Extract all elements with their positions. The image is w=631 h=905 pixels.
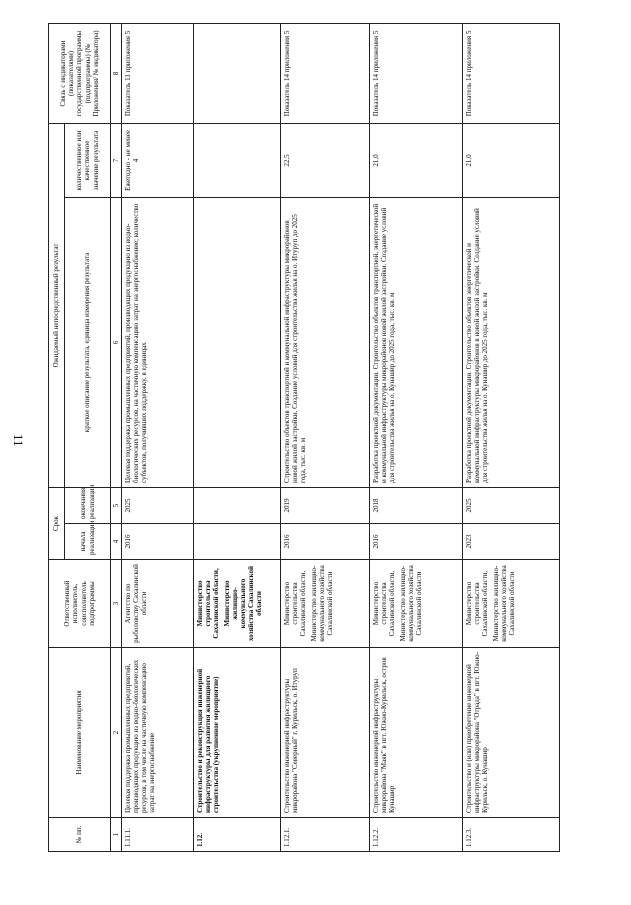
- responsible-org: Министерство строительства Сахалинской области,: [282, 570, 307, 637]
- result-description: Строительство объектов транспортной и коммунальной инфраструктуры микрорайонов новой жилой застройки. Создание условий для строительства жилья на о. Итуруп до 2025 года, тыс. кв. м: [280, 197, 369, 487]
- responsible-cell: [369, 560, 462, 648]
- responsible-cell: [122, 560, 194, 648]
- term-end: [193, 487, 280, 523]
- row-number: 1.11.1.: [122, 818, 194, 852]
- table-row: [122, 23, 194, 851]
- row-number: 1.12.3.: [462, 818, 559, 852]
- responsible-cell: [280, 560, 369, 648]
- header-term-start: начала реализации: [65, 524, 111, 560]
- result-description: Целевая поддержка промышленных предприятий, производящих продукцию из водно-биологических ресурсов, на частичную компенсацию затрат на энергоснабжение; количество субъектов, получивших поддержку, в единицах: [122, 197, 194, 487]
- header-term-end: окончания реализации: [65, 487, 111, 523]
- column-number-row: [111, 23, 122, 851]
- activity-name: Строительство и (или) приобретение инженерной инфраструктуры микрорайона "Отрада" в пгт. Южно-Курильск, о. Кунашир: [462, 648, 559, 818]
- responsible-org: Министерство строительства Сахалинской области,: [195, 568, 221, 639]
- responsible-org: Министерство строительства Сахалинской области,: [464, 570, 489, 637]
- indicator-link: Показатель 14 приложения 5: [462, 23, 559, 123]
- indicator-link: [193, 23, 280, 123]
- col-number: 5: [111, 487, 122, 523]
- header-term: Срок: [49, 487, 65, 559]
- result-quantity: Ежегодно - не менее 4: [122, 123, 194, 197]
- result-description: Разработка проектной документации. Строительство объектов энергетической и коммунальной инфраструктуры микрорайонов в новой жилой застройки. Создание условий для строительства жилья на о. Кунашир до 2025 года, тыс. кв. м: [462, 197, 559, 487]
- term-end: 2019: [280, 487, 369, 523]
- row-number: 1.12.: [193, 818, 280, 852]
- col-number: 6: [111, 197, 122, 487]
- header-responsible: Ответственный исполнитель, соисполнитель подпрограммы: [49, 560, 111, 648]
- term-start: 2016: [369, 524, 462, 560]
- result-description: Разработка проектной документации. Строительство объектов транспортной, энергетической и коммунальной инфраструктуры микрорайонов новой жилой застройки. Создание условий для строительства жилья на о. Кунашир до 2025 года, тыс. кв. м: [369, 197, 462, 487]
- term-start: 2016: [122, 524, 194, 560]
- indicator-link: Показатель 11 приложения 5: [122, 23, 194, 123]
- header-link: Связь с индикаторами (показателями) государственной программы (подпрограммы) (№ Приложения/ № индикатора): [49, 23, 111, 123]
- responsible-org: Министерство строительства Сахалинской области,: [371, 570, 396, 637]
- result-quantity: 21,0: [462, 123, 559, 197]
- col-number: 2: [111, 648, 122, 818]
- table-row: [193, 23, 280, 851]
- term-end: 2025: [122, 487, 194, 523]
- term-end: 2018: [369, 487, 462, 523]
- header-result-qty: количественное или качественное значение результата: [65, 123, 111, 197]
- page-number: 11: [11, 434, 26, 447]
- responsible-cell: [462, 560, 559, 648]
- row-number: 1.12.1.: [280, 818, 369, 852]
- responsible-org: Министерство жилищно-коммунального хозяйства Сахалинской области: [398, 565, 423, 642]
- col-number: 3: [111, 560, 122, 648]
- col-number: 7: [111, 123, 122, 197]
- term-start: 2023: [462, 524, 559, 560]
- col-number: 1: [111, 818, 122, 852]
- responsible-cell: [193, 560, 280, 648]
- header-name: Наименование мероприятия: [49, 648, 111, 818]
- activity-name: Строительство инженерной инфраструктуры микрорайона "Маяк" в пгт. Южно-Курильск, остров Кунашир: [369, 648, 462, 818]
- header-result-desc: краткое описание результата, единица измерения результата: [65, 197, 111, 487]
- row-number: 1.12.2.: [369, 818, 462, 852]
- responsible-org: Агентство по рыболовству Сахалинской области: [124, 564, 149, 643]
- rotated-table-wrapper: [48, 24, 560, 852]
- responsible-org: Министерство жилищно-коммунального хозяйства Сахалинской области: [491, 565, 516, 642]
- result-quantity: 22,5: [280, 123, 369, 197]
- term-start: [193, 524, 280, 560]
- result-quantity: 21,0: [369, 123, 462, 197]
- result-quantity: [193, 123, 280, 197]
- indicator-link: Показатель 14 приложения 5: [369, 23, 462, 123]
- table-row: [369, 23, 462, 851]
- responsible-org: Министерство жилищно-коммунального хозяйства Сахалинской области: [309, 565, 334, 642]
- table-row: [462, 23, 559, 851]
- header-no: № пп.: [49, 818, 111, 852]
- responsible-org: Министерство жилищно-коммунального хозяйства Сахалинской области: [223, 565, 264, 642]
- activity-name: Целевая поддержка промышленных предприятий, производящих продукцию из водно-биологических ресурсов, в том числе на частичную компенсацию затрат на энергоснабжение: [122, 648, 194, 818]
- header-result: Ожидаемый непосредственный результат: [49, 123, 65, 487]
- indicator-link: Показатель 14 приложения 5: [280, 23, 369, 123]
- term-end: 2025: [462, 487, 559, 523]
- result-description: [193, 197, 280, 487]
- activity-name: Строительство и реконструкция инженерной инфраструктуры для развития жилищного строительства (укрупненное мероприятие): [193, 648, 280, 818]
- activities-table: [48, 23, 560, 852]
- term-start: 2016: [280, 524, 369, 560]
- col-number: 8: [111, 23, 122, 123]
- table-row: [280, 23, 369, 851]
- col-number: 4: [111, 524, 122, 560]
- activity-name: Строительство инженерной инфраструктуры микрорайона "Северный" г. Курильск, о. Итуруп: [280, 648, 369, 818]
